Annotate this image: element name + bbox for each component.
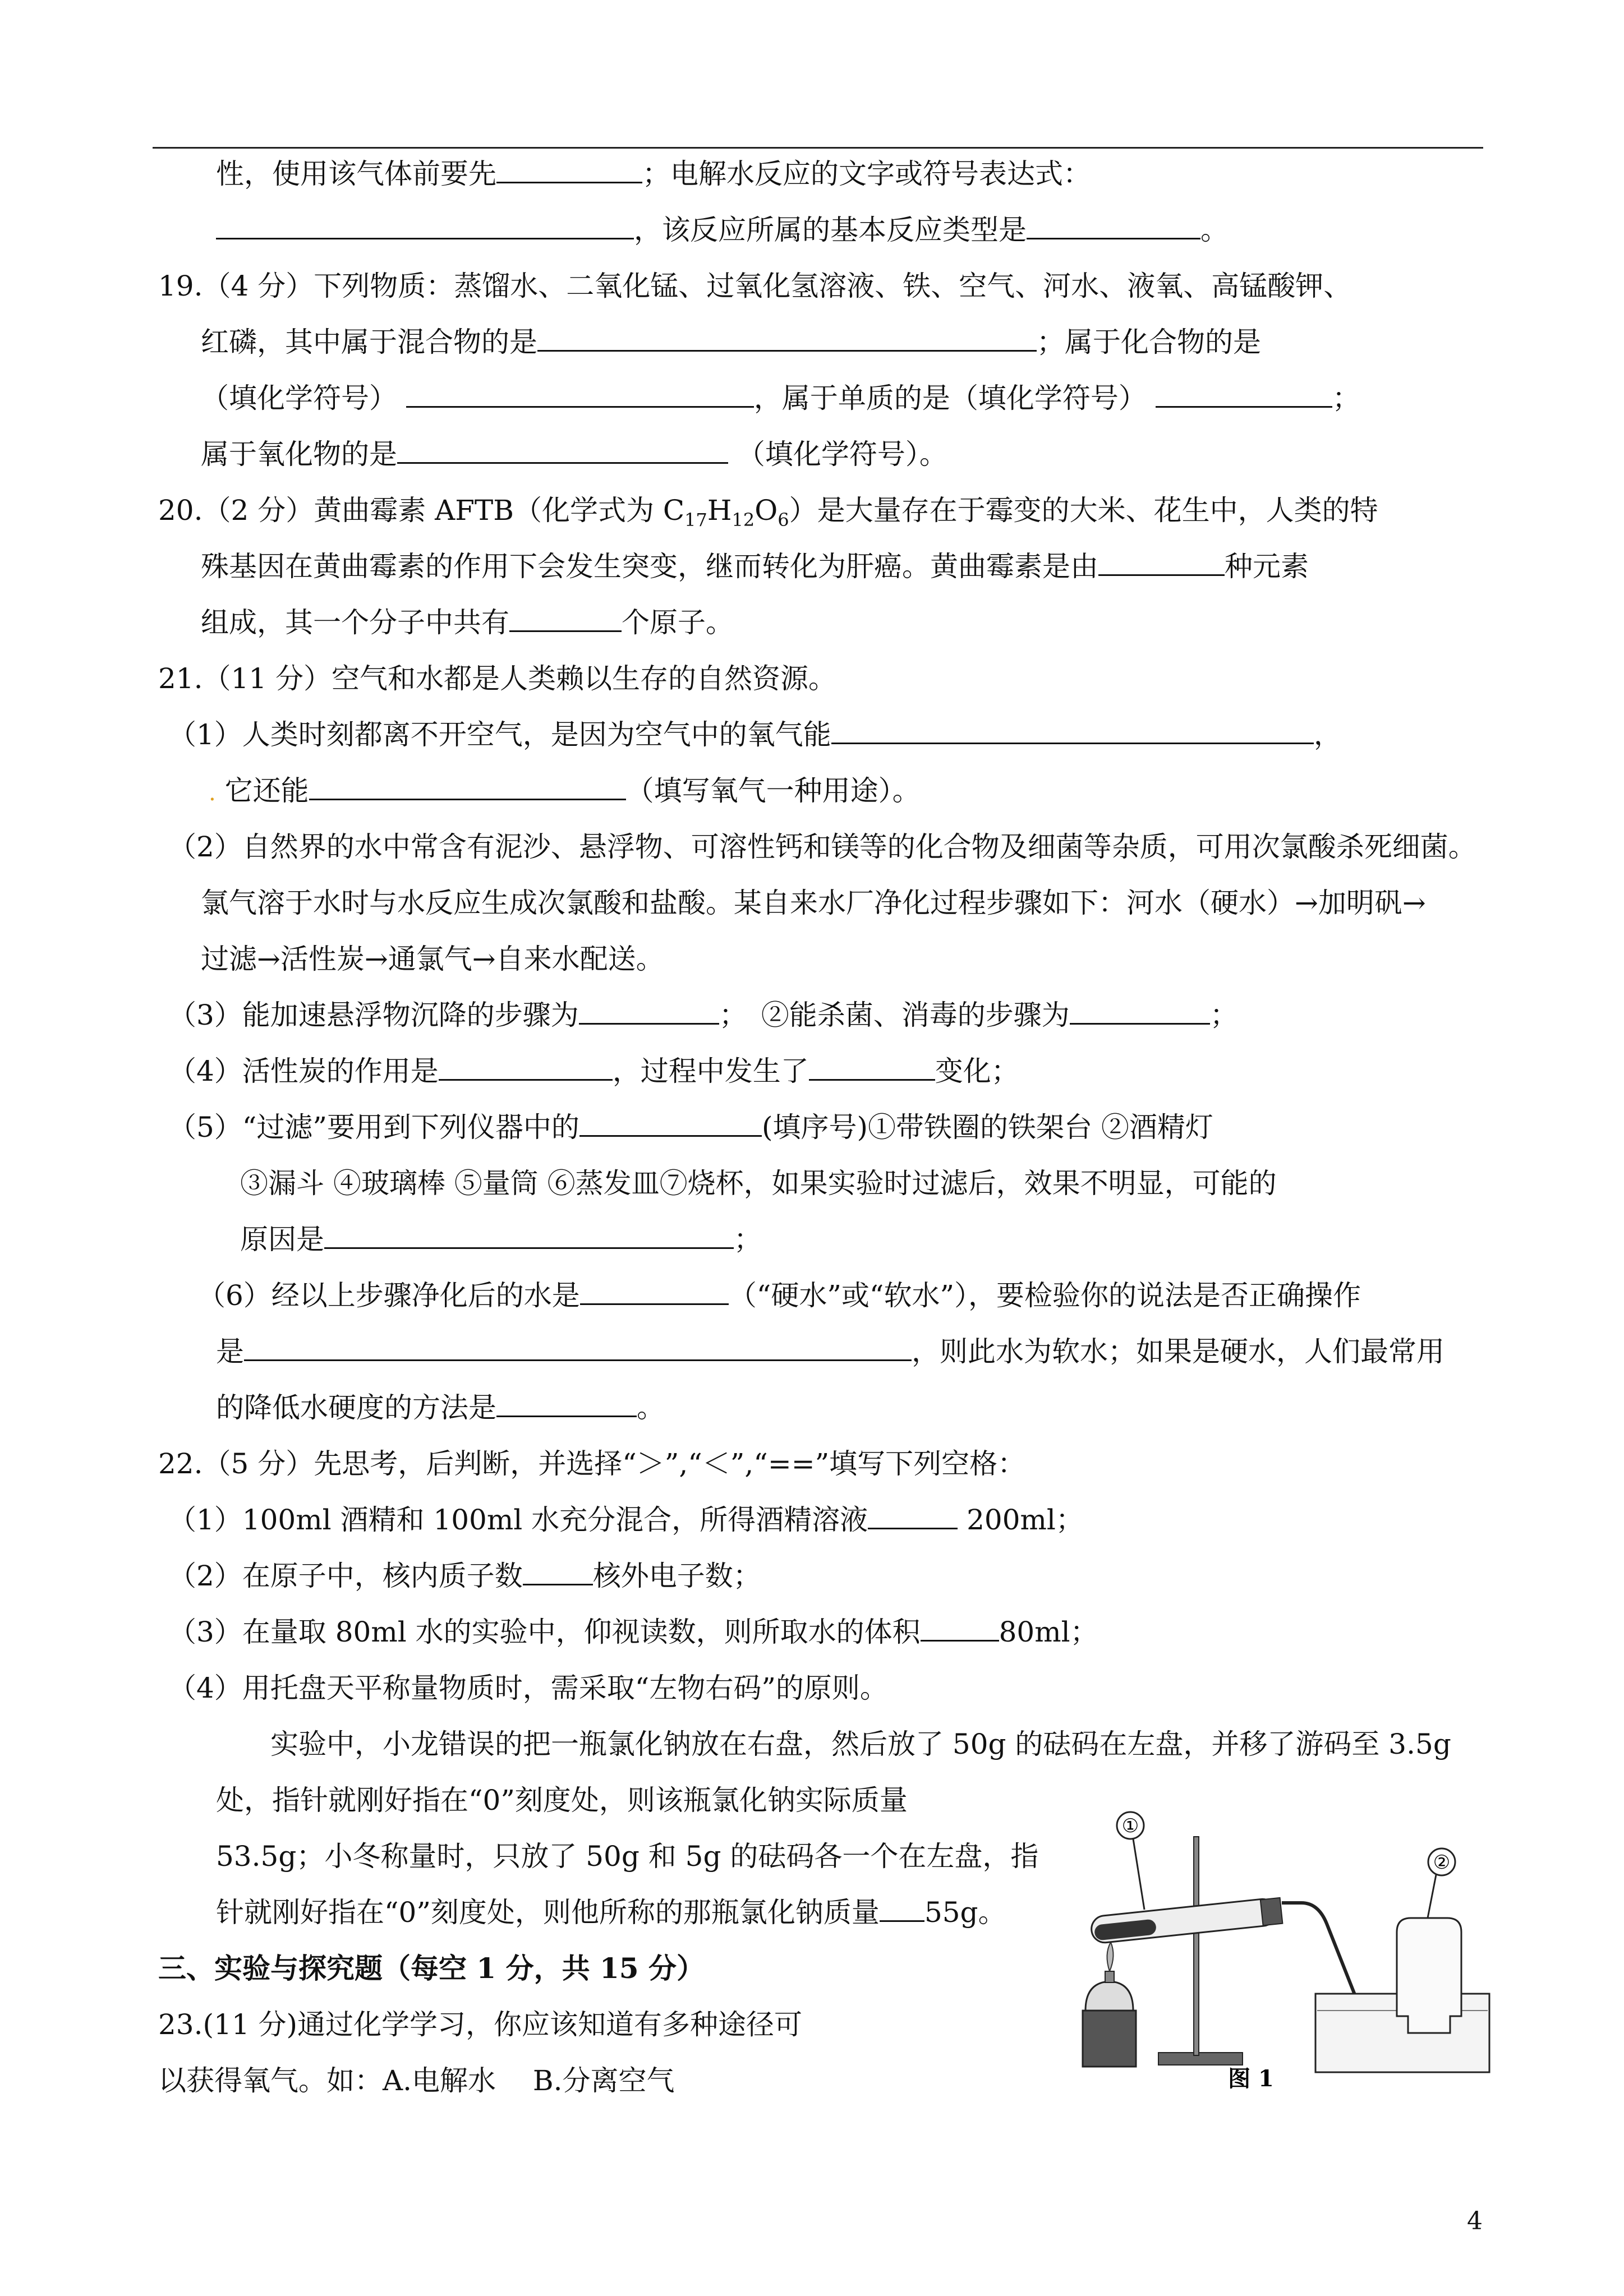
answer-blank[interactable] xyxy=(579,1109,762,1137)
answer-blank[interactable] xyxy=(216,212,634,239)
q22-text: 核外电子数； xyxy=(592,1560,761,1592)
answer-blank[interactable] xyxy=(496,1390,637,1417)
section-heading: 三、实验与探究题（每空 1 分，共 15 分） xyxy=(158,1952,705,1985)
q21-title: 21.（11 分）空气和水都是人类赖以生存的自然资源。 xyxy=(158,662,837,695)
formula-element: H xyxy=(707,494,732,527)
q19-text: （填化学符号）。 xyxy=(737,438,947,471)
q18-line1 xyxy=(216,156,1091,192)
q20-text: 组成，其一个分子中共有 xyxy=(201,606,509,639)
q21-part6-line3 xyxy=(216,1390,665,1426)
answer-blank[interactable] xyxy=(1070,997,1210,1025)
q22-text: （2）在原子中，核内质子数 xyxy=(168,1560,523,1592)
q19-line4 xyxy=(201,436,947,472)
q21-text: ，过程中发生了 xyxy=(612,1055,809,1087)
q21-text: ； xyxy=(734,1223,762,1256)
figure-apparatus xyxy=(1060,1803,1492,2089)
q19-text: （填化学符号） xyxy=(201,382,397,414)
q21-part5-line3 xyxy=(240,1221,762,1257)
stand-rod xyxy=(1194,1837,1199,2055)
q21-text: 。 xyxy=(637,1391,665,1424)
q22-text: 80ml； xyxy=(999,1616,1098,1648)
label-1: ① xyxy=(1121,1815,1139,1837)
q22-part2 xyxy=(168,1558,761,1594)
q21-text: ； ②能杀菌、消毒的步骤为 xyxy=(719,999,1070,1031)
q21-part2-line1: （2）自然界的水中常含有泥沙、悬浮物、可溶性钙和镁等的化合物及细菌等杂质，可用次氯酸杀死细菌。 xyxy=(168,831,1476,863)
formula-element: O xyxy=(755,494,778,527)
q20-text: 个原子。 xyxy=(622,606,734,639)
q21-part2-line2: 氯气溶于水时与水反应生成次氯酸和盐酸。某自来水厂净化过程步骤如下：河水（硬水）→加明矾→ xyxy=(201,887,1426,919)
answer-blank[interactable] xyxy=(309,773,626,800)
answer-blank[interactable] xyxy=(1027,212,1200,239)
q21-text: （4）活性炭的作用是 xyxy=(168,1055,439,1087)
stopper xyxy=(1260,1898,1283,1925)
label-2: ② xyxy=(1433,1851,1451,1874)
q22-part4: （4）用托盘天平称量物质时，需采取“左物右码”的原则。 xyxy=(168,1672,888,1704)
alcohol-lamp xyxy=(1085,1981,1133,2011)
q21-part5 xyxy=(168,1109,1213,1145)
formula-subscript: 17 xyxy=(684,509,707,531)
q22-text: （1）100ml 酒精和 100ml 水充分混合，所得酒精溶液 xyxy=(168,1504,868,1536)
answer-blank[interactable] xyxy=(324,1221,734,1249)
figure-caption: 图 1 xyxy=(1228,2066,1274,2089)
q21-text: ， xyxy=(1313,718,1342,751)
q18-line2 xyxy=(216,212,1229,248)
answer-blank[interactable] xyxy=(809,1053,935,1081)
answer-blank[interactable] xyxy=(880,1894,924,1922)
page-number: 4 xyxy=(1467,2207,1483,2235)
q21-part1 xyxy=(168,717,1342,753)
answer-blank[interactable] xyxy=(579,997,719,1025)
q21-text: （5）“过滤”要用到下列仪器中的 xyxy=(168,1111,579,1144)
q20-text: 殊基因在黄曲霉素的作用下会发生突变，继而转化为肝癌。黄曲霉素是由 xyxy=(201,550,1098,583)
stray-dot: . xyxy=(209,780,216,806)
q19-text: 属于氧化物的是 xyxy=(201,438,397,471)
answer-blank[interactable] xyxy=(496,156,642,183)
answer-blank[interactable] xyxy=(868,1502,958,1529)
stand-base xyxy=(1158,2053,1243,2065)
q21-part2-line3: 过滤→活性炭→通氯气→自来水配送。 xyxy=(201,943,664,975)
q21-part3 xyxy=(168,997,1238,1033)
q19-line2 xyxy=(201,324,1261,360)
q21-text: 它还能 xyxy=(224,774,309,807)
q22-part5-line2: 处，指针就刚好指在“0”刻度处，则该瓶氯化钠实际质量 xyxy=(216,1784,908,1816)
q18-text-d: 。 xyxy=(1200,214,1229,246)
q18-text-a: 性，使用该气体前要先 xyxy=(216,158,496,190)
q21-text: ，则此水为软水；如果是硬水，人们最常用 xyxy=(912,1335,1444,1368)
q21-part6 xyxy=(197,1278,1361,1313)
gas-collection-bottle xyxy=(1397,1918,1461,2033)
answer-blank[interactable] xyxy=(406,380,754,408)
q21-text: 的降低水硬度的方法是 xyxy=(216,1391,496,1424)
q21-text: 原因是 xyxy=(240,1223,324,1256)
q22-text: （3）在量取 80ml 水的实验中，仰视读数，则所取水的体积 xyxy=(168,1616,921,1648)
q23-line1: 23.(11 分)通过化学学习，你应该知道有多种途径可 xyxy=(158,2008,803,2041)
flame xyxy=(1107,1942,1113,1971)
header-rule xyxy=(153,147,1483,149)
q22-title: 22.（5 分）先思考，后判断，并选择“＞”,“＜”,“==”填写下列空格： xyxy=(158,1447,1026,1480)
q20-text: ）是大量存在于霉变的大米、花生中，人类的特 xyxy=(789,494,1378,527)
answer-blank[interactable] xyxy=(1156,380,1332,408)
formula-subscript: 12 xyxy=(732,509,755,531)
q21-text: （填写氧气一种用途）。 xyxy=(625,774,921,807)
q20-line2 xyxy=(201,548,1309,584)
q22-part3 xyxy=(168,1614,1098,1650)
q19-text: ，属于单质的是（填化学符号） xyxy=(753,382,1147,414)
q19-text: ； xyxy=(1332,382,1360,414)
q22-part1 xyxy=(168,1502,1084,1538)
q21-text: ； xyxy=(1209,999,1238,1031)
q18-text-b: ；电解水反应的文字或符号表达式： xyxy=(642,158,1091,190)
answer-blank[interactable] xyxy=(523,1558,593,1585)
answer-blank[interactable] xyxy=(580,1278,729,1305)
formula-subscript: 6 xyxy=(778,509,789,531)
q20-line3 xyxy=(201,605,734,640)
q22-part5-line3: 53.5g；小冬称量时，只放了 50g 和 5g 的砝码各一个在左盘，指 xyxy=(216,1840,1039,1873)
q22-part5-line1: 实验中，小龙错误的把一瓶氯化钠放在右盘，然后放了 50g 的砝码在左盘，并移了游码至 3.5g xyxy=(270,1728,1451,1760)
answer-blank[interactable] xyxy=(509,605,622,632)
answer-blank[interactable] xyxy=(831,717,1314,744)
answer-blank[interactable] xyxy=(1098,548,1225,576)
q19-text: 红磷，其中属于混合物的是 xyxy=(201,326,537,358)
q21-text: （“硬水”或“软水”），要检验你的说法是否正确操作 xyxy=(728,1279,1361,1312)
answer-blank[interactable] xyxy=(439,1053,613,1081)
q19-line1: 19.（4 分）下列物质：蒸馏水、二氧化锰、过氧化氢溶液、铁、空气、河水、液氧、高锰酸钾、 xyxy=(158,270,1352,302)
wooden-block xyxy=(1083,2011,1136,2067)
q21-text: 变化； xyxy=(935,1055,1019,1087)
q21-part1-cont xyxy=(209,773,921,811)
q21-text: （3）能加速悬浮物沉降的步骤为 xyxy=(168,999,579,1031)
q18-text-c: ，该反应所属的基本反应类型是 xyxy=(634,214,1027,246)
q22-part5-line4 xyxy=(216,1894,1006,1930)
q22-text: 55g。 xyxy=(924,1896,1006,1929)
q21-part4 xyxy=(168,1053,1019,1089)
q21-text: 是 xyxy=(216,1335,244,1368)
q21-part5-line2: ③漏斗 ④玻璃棒 ⑤量筒 ⑥蒸发皿⑦烧杯，如果实验时过滤后，效果不明显，可能的 xyxy=(240,1167,1277,1200)
q20-line1 xyxy=(158,492,1378,531)
answer-blank[interactable] xyxy=(921,1614,999,1642)
answer-blank[interactable] xyxy=(397,436,728,464)
q23-line2: 以获得氧气。如：A.电解水 B.分离空气 xyxy=(158,2064,675,2097)
q21-part6-line2 xyxy=(216,1334,1444,1370)
q21-text: (填序号)①带铁圈的铁架台 ②酒精灯 xyxy=(761,1111,1213,1144)
q19-text: ；属于化合物的是 xyxy=(1037,326,1261,358)
q21-text: （6）经以上步骤净化后的水是 xyxy=(197,1279,580,1312)
q22-text: 针就刚好指在“0”刻度处，则他所称的那瓶氯化钠质量 xyxy=(216,1896,880,1929)
q20-text: 种元素 xyxy=(1225,550,1309,583)
q22-text: 200ml； xyxy=(958,1504,1084,1536)
q20-text: 20.（2 分）黄曲霉素 AFTB（化学式为 C xyxy=(158,494,685,527)
q21-text: （1）人类时刻都离不开空气，是因为空气中的氧气能 xyxy=(168,718,831,751)
answer-blank[interactable] xyxy=(537,324,1037,352)
answer-blank[interactable] xyxy=(244,1334,912,1361)
q19-line3 xyxy=(201,380,1360,416)
